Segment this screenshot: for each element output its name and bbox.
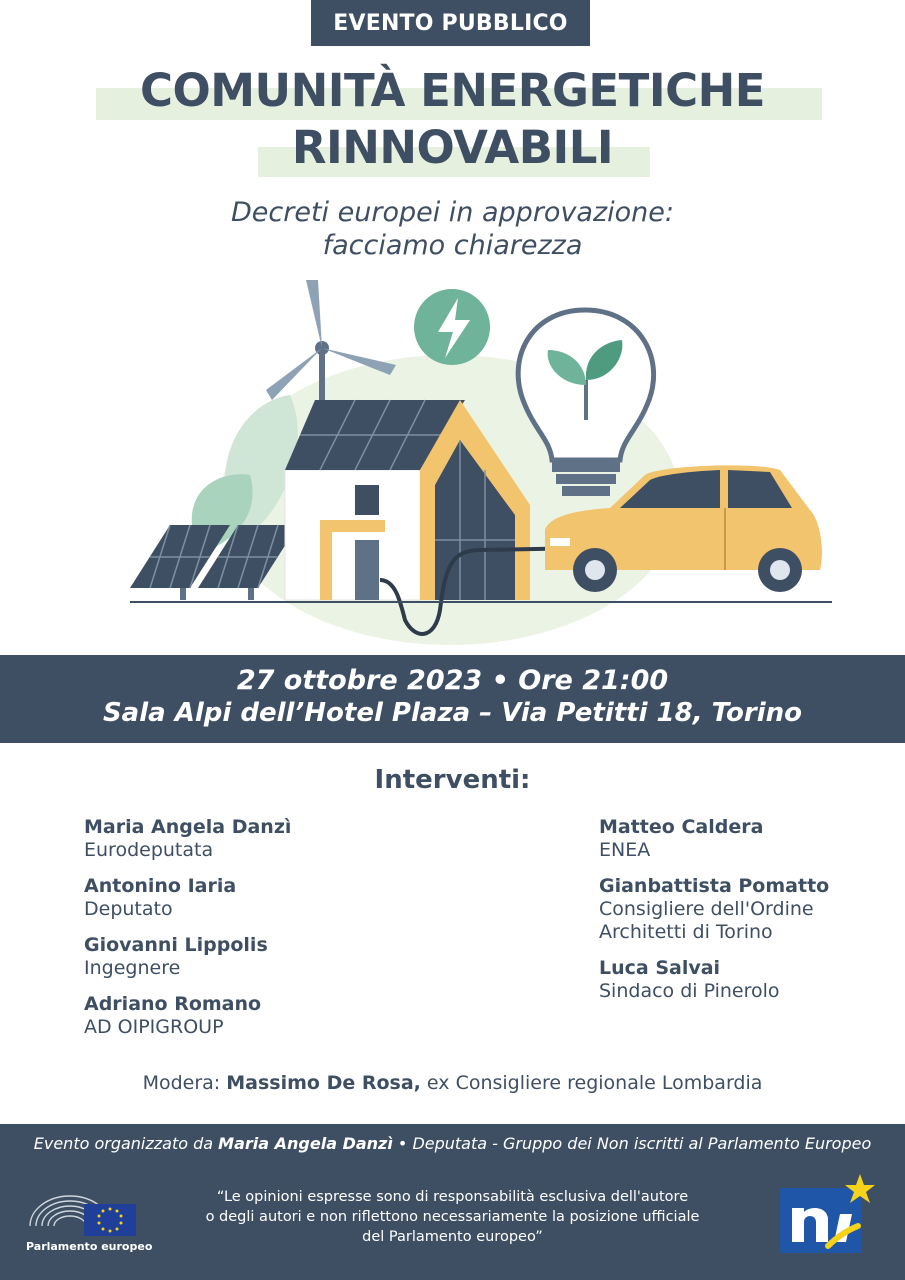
speaker-item bbox=[84, 992, 464, 1039]
speakers-heading: Interventi: bbox=[374, 765, 531, 795]
speaker-name: Gianbattista Pomatto bbox=[599, 875, 830, 897]
moderator-prefix: Modera: bbox=[142, 1072, 227, 1094]
organizer-prefix: Evento organizzato da bbox=[33, 1134, 219, 1153]
speaker-role: Deputato bbox=[84, 898, 173, 920]
speaker-role: ENEA bbox=[599, 839, 651, 861]
footer bbox=[0, 1124, 905, 1280]
speaker-item bbox=[599, 815, 899, 862]
speaker-role: Ingegnere bbox=[84, 957, 181, 979]
parliament-hemicycle-icon bbox=[24, 1176, 154, 1236]
speaker-role: Eurodeputata bbox=[84, 839, 214, 861]
title-line-2: RINNOVABILI bbox=[291, 121, 614, 174]
event-location: Sala Alpi dell’Hotel Plaza – Via Petitti 18, Torino bbox=[102, 698, 803, 728]
title-line-1: COMUNITÀ ENERGETICHE bbox=[139, 64, 766, 117]
renewable-energy-illustration bbox=[120, 270, 840, 650]
disclaimer-line-1: “Le opinioni espresse sono di responsabilità esclusiva dell'autore bbox=[216, 1189, 689, 1205]
subtitle-line-2: facciamo chiarezza bbox=[322, 230, 583, 261]
speaker-item bbox=[599, 874, 899, 944]
speaker-role: Sindaco di Pinerolo bbox=[599, 980, 780, 1002]
event-date-location-banner bbox=[0, 655, 905, 743]
speaker-item bbox=[84, 815, 464, 862]
speaker-name: Giovanni Lippolis bbox=[84, 934, 268, 956]
moderator-line bbox=[0, 1072, 905, 1094]
event-date-time: 27 ottobre 2023 • Ore 21:00 bbox=[236, 665, 669, 696]
lightning-icon bbox=[414, 289, 490, 365]
ep-logo-label: Parlamento europeo bbox=[26, 1240, 153, 1253]
organizer-name: Maria Angela Danzì bbox=[218, 1134, 393, 1153]
speakers-left-column bbox=[84, 815, 464, 1051]
organizer-line bbox=[0, 1134, 905, 1153]
non-iscritti-logo bbox=[778, 1170, 878, 1255]
speaker-item bbox=[84, 933, 464, 980]
european-parliament-logo bbox=[24, 1176, 154, 1256]
moderator-name: Massimo De Rosa, bbox=[226, 1072, 421, 1094]
speaker-name: Matteo Caldera bbox=[599, 816, 764, 838]
speaker-name: Antonino Iaria bbox=[84, 875, 237, 897]
event-type-tag: EVENTO PUBBLICO bbox=[311, 0, 590, 46]
speaker-role: AD OIPIGROUP bbox=[84, 1016, 224, 1038]
speaker-item bbox=[84, 874, 464, 921]
speaker-name: Maria Angela Danzì bbox=[84, 816, 292, 838]
organizer-suffix: • Deputata - Gruppo dei Non iscritti al Parlamento Europeo bbox=[392, 1134, 872, 1153]
disclaimer-line-3: del Parlamento europeo” bbox=[362, 1229, 543, 1245]
subtitle-line-1: Decreti europei in approvazione: bbox=[231, 197, 674, 228]
speaker-item bbox=[599, 956, 899, 1003]
speaker-name: Adriano Romano bbox=[84, 993, 262, 1015]
page-title bbox=[0, 62, 905, 176]
disclaimer bbox=[200, 1187, 705, 1247]
disclaimer-line-2: o degli autori e non riflettono necessariamente la posizione ufficiale bbox=[205, 1209, 700, 1225]
moderator-role: ex Consigliere regionale Lombardia bbox=[420, 1072, 763, 1094]
subtitle bbox=[0, 196, 905, 262]
speaker-role: Consigliere dell'Ordine Architetti di Torino bbox=[599, 898, 814, 943]
speakers-right-column bbox=[599, 815, 899, 1015]
speaker-name: Luca Salvai bbox=[599, 957, 721, 979]
